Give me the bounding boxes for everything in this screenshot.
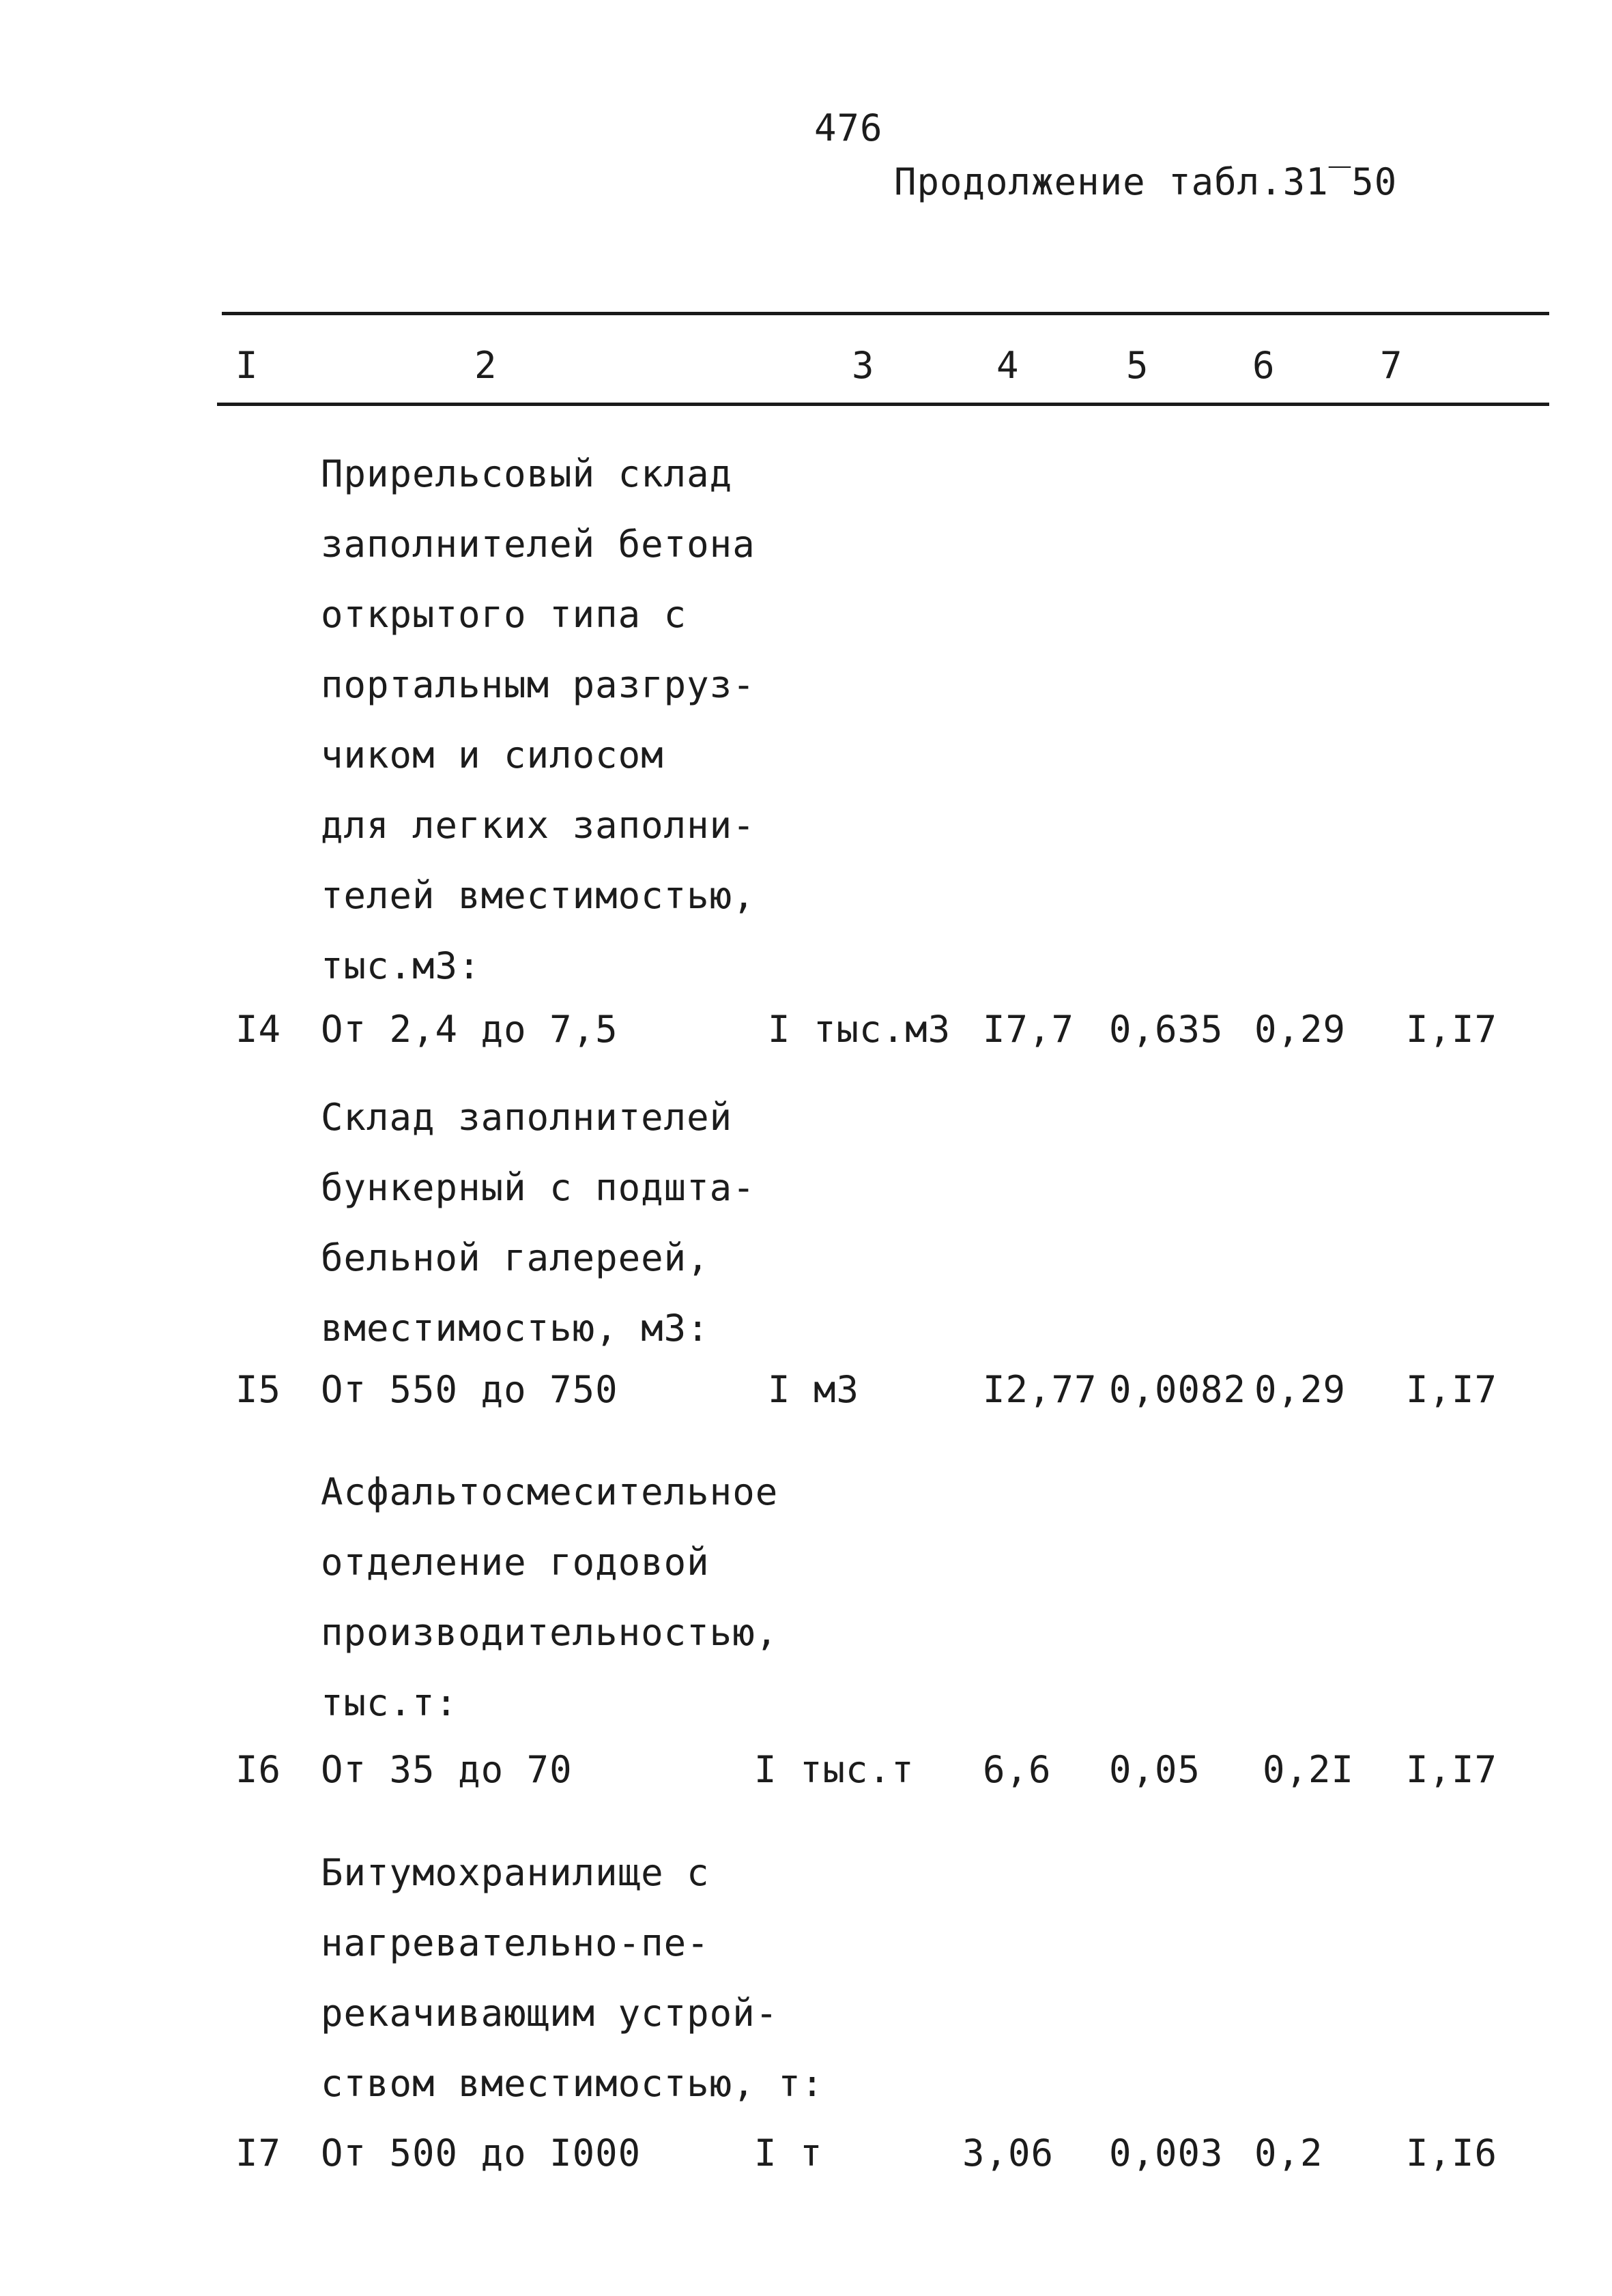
description-line: портальным разгруз- xyxy=(321,663,755,706)
description-line: отделение годовой xyxy=(321,1541,710,1584)
row-col6: 0,29 xyxy=(1254,1008,1347,1051)
description-line: Асфальтосмесительное xyxy=(321,1470,779,1513)
row-col7: I,I7 xyxy=(1406,1008,1498,1051)
row-col5: 0,635 xyxy=(1109,1008,1224,1051)
row-col6: 0,29 xyxy=(1254,1368,1347,1411)
row-col7: I,I6 xyxy=(1406,2132,1498,2175)
description-line: тыс.т: xyxy=(321,1681,459,1724)
column-header-6: 6 xyxy=(1252,344,1276,387)
description-line: Склад заполнителей xyxy=(321,1096,733,1139)
description-line: Битумохранилище с xyxy=(321,1851,710,1894)
description-line: производительностью, xyxy=(321,1611,779,1654)
row-unit: I м3 xyxy=(768,1368,860,1411)
row-number: I4 xyxy=(235,1008,282,1051)
column-header-3: 3 xyxy=(852,344,875,387)
row-number: I6 xyxy=(235,1748,282,1791)
row-col7: I,I7 xyxy=(1406,1368,1498,1411)
row-col7: I,I7 xyxy=(1406,1748,1498,1791)
column-header-5: 5 xyxy=(1126,344,1149,387)
row-col5: 0,003 xyxy=(1109,2132,1224,2175)
column-header-2: 2 xyxy=(474,344,498,387)
row-col6: 0,2I xyxy=(1263,1748,1355,1791)
description-line: нагревательно-пе- xyxy=(321,1921,710,1964)
description-line: тыс.м3: xyxy=(321,944,481,987)
description-line: чиком и силосом xyxy=(321,733,664,776)
column-header-1: I xyxy=(235,344,259,387)
page-number: 476 xyxy=(814,106,883,149)
row-range: От 550 до 750 xyxy=(321,1368,618,1411)
row-range: От 500 до I000 xyxy=(321,2132,642,2175)
row-range: От 35 до 70 xyxy=(321,1748,573,1791)
description-line: открытого типа с xyxy=(321,593,687,636)
column-header-7: 7 xyxy=(1380,344,1403,387)
row-col4: 3,06 xyxy=(962,2132,1054,2175)
row-number: I7 xyxy=(235,2132,282,2175)
row-range: От 2,4 до 7,5 xyxy=(321,1008,618,1051)
row-col6: 0,2 xyxy=(1254,2132,1323,2175)
description-line: вместимостью, м3: xyxy=(321,1307,710,1350)
description-line: рекачивающим устрой- xyxy=(321,1992,779,2035)
description-line: ством вместимостью, т: xyxy=(321,2062,824,2105)
description-line: заполнителей бетона xyxy=(321,523,755,566)
description-line: Прирельсовый склад xyxy=(321,452,733,495)
description-line: бельной галереей, xyxy=(321,1236,710,1279)
description-line: бункерный с подшта- xyxy=(321,1166,755,1209)
row-col4: 6,6 xyxy=(983,1748,1052,1791)
description-line: для легких заполни- xyxy=(321,804,755,847)
row-unit: I тыс.м3 xyxy=(768,1008,951,1051)
row-col4: I7,7 xyxy=(983,1008,1075,1051)
row-unit: I тыс.т xyxy=(754,1748,915,1791)
row-number: I5 xyxy=(235,1368,282,1411)
table-header-rule xyxy=(217,403,1549,406)
table-continuation-caption: Продолжение табл.31‾50 xyxy=(894,160,1398,203)
row-col4: I2,77 xyxy=(983,1368,1097,1411)
table-top-rule xyxy=(222,312,1549,315)
row-unit: I т xyxy=(754,2132,823,2175)
row-col5: 0,0082 xyxy=(1109,1368,1247,1411)
column-header-4: 4 xyxy=(996,344,1020,387)
description-line: телей вместимостью, xyxy=(321,874,755,917)
row-col5: 0,05 xyxy=(1109,1748,1201,1791)
